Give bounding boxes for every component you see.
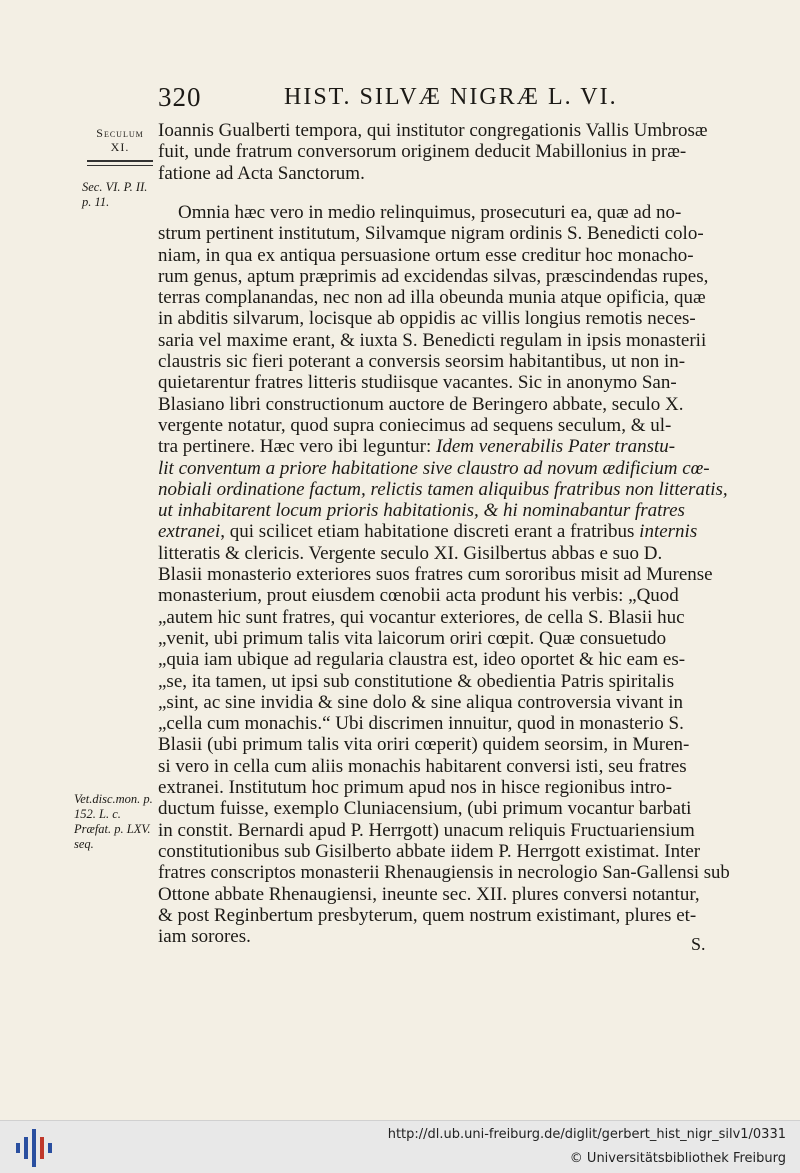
- text-line: „sint, ac sine invidia & sine dolo & sine aliqua controversia vivant in: [158, 691, 684, 713]
- ub-freiburg-logo-icon[interactable]: [14, 1127, 54, 1169]
- text-segment: , qui scilicet etiam habitatione discreti erant a fratribus: [220, 521, 635, 543]
- running-title: HIST. SILVÆ NIGRÆ L. VI.: [284, 84, 618, 110]
- seculum-label: Seculum: [96, 126, 144, 140]
- text-line: ductum fuisse, exemplo Cluniacensium, (ubi primum vocantur barbati: [158, 798, 692, 820]
- text-line: vergente notatur, quod supra coniecimus ad sequens seculum, & ul-: [158, 414, 672, 436]
- quote-italic-line: nobiali ordinatione factum, relictis tamen aliquibus fratribus non litteratis,: [158, 478, 728, 500]
- text-line: Blasiano libri constructionum auctore de Beringero abbate, seculo X.: [158, 393, 684, 415]
- paragraph-2: [158, 202, 730, 947]
- copyright-text: © Universitätsbibliothek Freiburg: [569, 1151, 786, 1166]
- text-line: iam sorores.: [158, 926, 251, 948]
- text-line: in constit. Bernardi apud P. Herrgott) unacum reliquis Fructuariensium: [158, 819, 695, 841]
- text-line: Blasii (ubi primum talis vita oriri cœperit) quidem seorsim, in Muren-: [158, 734, 690, 756]
- text-line: Ottone abbate Rhenaugiensi, ineunte sec. XII. plures conversi notantur,: [158, 883, 700, 905]
- text-line: extranei. Institutum hoc primum apud nos in hisce regionibus intro-: [158, 777, 672, 799]
- text-segment: tra pertinere. Hæc vero ibi leguntur:: [158, 436, 432, 458]
- viewer-footer: [0, 1120, 800, 1173]
- text-line: fatione ad Acta Sanctorum.: [158, 162, 365, 184]
- text-line: claustris sic fieri poterant a conversis seorsim habitantibus, ut non in-: [158, 351, 686, 373]
- text-line: quietarentur fratres litteris studiisque vacantes. Sic in anonymo San-: [158, 372, 677, 394]
- text-line: „autem hic sunt fratres, qui vocantur exteriores, de cella S. Blasii huc: [158, 606, 685, 628]
- text-line: „cella cum monachis.“ Ubi discrimen innuitur, quod in monasterio S.: [158, 713, 684, 735]
- text-line: strum pertinent institutum, Silvamque nigram ordinis S. Benedicti colo-: [158, 223, 704, 245]
- source-url[interactable]: http://dl.ub.uni-freiburg.de/diglit/gerbert_hist_nigr_silv1/0331: [387, 1127, 786, 1142]
- margin-note-vet: Vet.disc.mon. p. 152. L. c. Præfat. p. LXV. seq.: [74, 792, 153, 851]
- text-line: & post Reginbertum presbyterum, quem nostrum existimant, plures et-: [158, 904, 697, 926]
- text-line: niam, in qua ex antiqua persuasione ortum esse creditur hoc monacho-: [158, 244, 694, 266]
- text-line: monasterium, prout eiusdem cœnobii acta produnt his verbis: „Quod: [158, 585, 679, 607]
- quote-italic-line: lit conventum a priore habitatione sive claustro ad novum ædificium cœ-: [158, 457, 710, 479]
- quote-italic: internis: [639, 521, 698, 543]
- paragraph-1: [158, 120, 730, 184]
- text-line: „venit, ubi primum talis vita laicorum oriri cœpit. Quæ consuetudo: [158, 627, 667, 649]
- text-line: constitutionibus sub Gisilberto abbate iidem P. Herrgott existimat. Inter: [158, 840, 701, 862]
- text-line: [158, 521, 730, 542]
- text-line: rum genus, aptum præprimis ad excidendas silvas, præscindendas rupes,: [158, 265, 709, 287]
- text-line: terras complanandas, nec non ad illa obeunda munia atque opificia, quæ: [158, 287, 706, 309]
- text-line: fratres conscriptos monasterii Rhenaugiensis in necrologio San-Gallensi sub: [158, 862, 730, 884]
- text-line: fuit, unde fratrum conversorum originem deducit Mabillonius in præ-: [158, 141, 687, 163]
- quote-italic-line: ut inhabitarent locum prioris habitationis, & hi nominabantur fratres: [158, 500, 685, 522]
- text-line: litteratis & clericis. Vergente seculo XI. Gisilbertus abbas e suo D.: [158, 542, 663, 564]
- page-number: 320: [158, 82, 202, 112]
- margin-seculum: [86, 126, 154, 166]
- page-header: [158, 82, 718, 116]
- text-line: [158, 436, 730, 457]
- text-line: si vero in cella cum aliis monachis habitarent conversi isti, seu fratres: [158, 755, 687, 777]
- text-line: Omnia hæc vero in medio relinquimus, prosecuturi ea, quæ ad no-: [178, 202, 682, 223]
- quote-italic: Idem venerabilis Pater transtu-: [436, 436, 676, 458]
- seculum-value: XI.: [110, 140, 130, 154]
- text-line: „se, ita tamen, ut ipsi sub constitutione & obedientia Patris spiritalis: [158, 670, 675, 692]
- text-line: „quia iam ubique ad regularia claustra est, ideo oportet & hic eam es-: [158, 649, 686, 671]
- seculum-rule: [87, 160, 153, 166]
- text-line: saria vel maxime erant, & iuxta S. Benedicti regulam in ipsis monasterii: [158, 329, 707, 351]
- text-line: Blasii monasterio exteriores suos fratres cum sororibus misit ad Murense: [158, 564, 713, 586]
- text-line: in abditis silvarum, locisque ab oppidis ac villis longius remotis neces-: [158, 308, 696, 330]
- catchword: S.: [691, 934, 706, 954]
- margin-note-sec: Sec. VI. P. II. p. 11.: [82, 180, 148, 209]
- quote-italic: extranei: [158, 521, 221, 543]
- text-line: Ioannis Gualberti tempora, qui institutor congregationis Vallis Umbrosæ: [158, 120, 708, 141]
